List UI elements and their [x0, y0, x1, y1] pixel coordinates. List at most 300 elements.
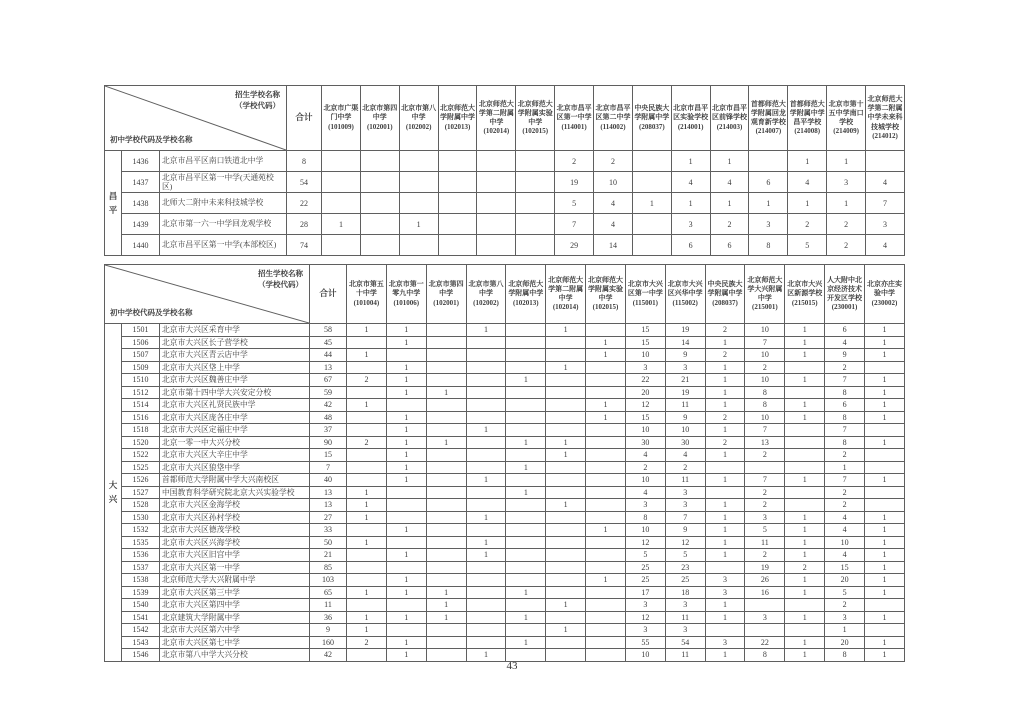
row-total: 22: [287, 193, 322, 214]
admission-count-cell: 2: [745, 486, 785, 499]
table-row: [105, 611, 905, 624]
admission-count-cell: 1: [705, 424, 745, 437]
admission-count-cell: 4: [825, 336, 865, 349]
admission-count-cell: [586, 636, 626, 649]
admission-count-cell: [399, 151, 438, 172]
admission-count-cell: [438, 214, 477, 235]
admission-count-cell: 1: [864, 649, 904, 662]
admission-count-cell: 1: [386, 636, 426, 649]
admission-count-cell: 1: [864, 586, 904, 599]
admission-count-cell: [426, 624, 466, 637]
admission-count-cell: [466, 336, 506, 349]
row-school-name: 北京市第八中学大兴分校: [160, 649, 310, 662]
admission-count-cell: 1: [785, 649, 825, 662]
admission-count-cell: 7: [825, 424, 865, 437]
admission-count-cell: 1: [386, 586, 426, 599]
middle-school-code-name-label: 初中学校代码及学校名称: [110, 135, 193, 144]
row-school-code: 1543: [122, 636, 160, 649]
admission-count-cell: 12: [625, 611, 665, 624]
admission-count-cell: [546, 374, 586, 387]
admission-count-cell: [426, 336, 466, 349]
admission-count-cell: [546, 561, 586, 574]
admission-count-cell: [705, 624, 745, 637]
school-code: (208037): [638, 122, 665, 131]
admission-count-cell: [426, 424, 466, 437]
admission-count-cell: 7: [825, 374, 865, 387]
admission-count-cell: 3: [625, 599, 665, 612]
admission-count-cell: [745, 599, 785, 612]
admission-count-cell: 1: [785, 374, 825, 387]
admission-count-cell: [864, 361, 904, 374]
admission-count-cell: [426, 374, 466, 387]
table-row: [105, 624, 905, 637]
school-column-header: 北京师范大学附属中学 (102013): [438, 86, 477, 151]
admission-count-cell: 2: [825, 599, 865, 612]
admission-count-cell: 10: [625, 524, 665, 537]
row-school-name: 北京建筑大学附属中学: [160, 611, 310, 624]
admission-count-cell: 19: [555, 172, 594, 193]
admission-count-cell: 1: [386, 574, 426, 587]
admission-count-cell: 1: [466, 649, 506, 662]
school-column-header: 人大附中北京经济技术开发区学校 (230001): [825, 265, 865, 324]
admission-count-cell: 2: [785, 561, 825, 574]
row-school-name: 北京市大兴区孙村学校: [160, 511, 310, 524]
admission-count-cell: [347, 449, 387, 462]
table-row: [105, 511, 905, 524]
admission-count-cell: 1: [864, 411, 904, 424]
admission-count-cell: [785, 424, 825, 437]
row-school-name: 中国教育科学研究院北京大兴实验学校: [160, 486, 310, 499]
admission-count-cell: [386, 399, 426, 412]
admission-count-cell: 1: [864, 386, 904, 399]
admission-count-cell: 1: [827, 151, 866, 172]
admission-count-cell: [360, 193, 399, 214]
admission-count-cell: 13: [745, 436, 785, 449]
admission-count-cell: 2: [347, 374, 387, 387]
admission-count-cell: [864, 599, 904, 612]
admission-count-cell: 1: [386, 386, 426, 399]
admission-count-cell: 25: [625, 561, 665, 574]
school-column-header: 中央民族大学附属中学 (208037): [705, 265, 745, 324]
admission-count-cell: [506, 386, 546, 399]
admission-count-cell: 2: [705, 436, 745, 449]
admission-count-cell: 1: [426, 436, 466, 449]
admission-count-cell: [399, 193, 438, 214]
admission-count-cell: [347, 386, 387, 399]
admission-count-cell: 20: [825, 574, 865, 587]
admission-count-cell: [477, 151, 516, 172]
admission-count-cell: 1: [710, 193, 749, 214]
row-school-name: 北师大二附中未来科技城学校: [160, 193, 287, 214]
admission-count-cell: 7: [745, 474, 785, 487]
table-row: [105, 474, 905, 487]
admission-count-cell: [426, 536, 466, 549]
admission-count-cell: [466, 611, 506, 624]
admission-count-cell: 2: [745, 449, 785, 462]
admission-count-cell: 9: [825, 349, 865, 362]
admission-count-cell: 1: [785, 524, 825, 537]
admission-count-cell: 8: [625, 511, 665, 524]
admission-count-cell: [386, 624, 426, 637]
row-school-name: 北京市昌平区第一中学(天通苑校区): [160, 172, 287, 193]
admission-count-cell: 1: [386, 461, 426, 474]
admission-count-cell: [426, 349, 466, 362]
admission-count-cell: [506, 574, 546, 587]
admission-count-cell: [745, 461, 785, 474]
table-row: [105, 374, 905, 387]
admission-count-cell: 20: [825, 636, 865, 649]
school-code: (114001): [561, 122, 587, 131]
admission-count-cell: [426, 449, 466, 462]
header-row: [105, 86, 905, 151]
row-school-code: 1507: [122, 349, 160, 362]
admission-count-cell: [426, 461, 466, 474]
row-school-name: 北京市大兴区第一中学: [160, 561, 310, 574]
admission-count-cell: 7: [745, 424, 785, 437]
admission-count-cell: 1: [864, 374, 904, 387]
admission-count-cell: [516, 193, 555, 214]
row-school-name: 北京市大兴区第四中学: [160, 599, 310, 612]
row-school-code: 1506: [122, 336, 160, 349]
admission-count-cell: [785, 386, 825, 399]
admission-count-cell: 11: [665, 649, 705, 662]
admission-count-cell: 2: [710, 214, 749, 235]
admission-count-cell: 2: [705, 324, 745, 337]
row-total: 44: [310, 349, 347, 362]
admission-count-cell: 1: [506, 636, 546, 649]
admission-count-cell: 1: [785, 549, 825, 562]
row-total: 59: [310, 386, 347, 399]
admission-count-cell: [506, 599, 546, 612]
admission-count-cell: [586, 561, 626, 574]
admission-count-cell: [466, 361, 506, 374]
school-column-header: 北京师范大学第二附属中学 (102014): [546, 265, 586, 324]
admission-count-cell: 10: [625, 474, 665, 487]
admission-count-cell: [546, 349, 586, 362]
row-total: 45: [310, 336, 347, 349]
admission-count-cell: [586, 374, 626, 387]
admission-count-cell: [546, 399, 586, 412]
admission-count-cell: 1: [546, 449, 586, 462]
school-code: (230001): [831, 303, 858, 312]
admission-count-cell: 8: [749, 235, 788, 256]
school-code: (214001): [677, 122, 704, 131]
admission-count-cell: [586, 486, 626, 499]
admission-count-cell: 1: [705, 611, 745, 624]
admission-count-cell: [546, 386, 586, 399]
admission-count-cell: 2: [745, 499, 785, 512]
admission-count-cell: 1: [705, 386, 745, 399]
admission-count-cell: [864, 449, 904, 462]
admission-count-cell: 1: [785, 349, 825, 362]
admission-count-cell: 3: [745, 611, 785, 624]
admission-count-cell: 11: [665, 474, 705, 487]
admission-count-cell: 1: [386, 524, 426, 537]
admission-count-cell: 1: [386, 549, 426, 562]
admission-count-cell: 7: [866, 193, 905, 214]
admission-count-cell: [516, 151, 555, 172]
admission-count-cell: [438, 235, 477, 256]
admission-count-cell: [386, 536, 426, 549]
row-school-code: 1522: [122, 449, 160, 462]
admission-count-cell: 1: [546, 436, 586, 449]
admission-count-cell: [785, 461, 825, 474]
middle-school-code-name-label: 初中学校代码及学校名称: [110, 308, 193, 317]
admission-count-cell: [438, 151, 477, 172]
admission-count-cell: [466, 524, 506, 537]
admission-count-cell: [586, 549, 626, 562]
school-code: (215001): [752, 303, 778, 312]
admission-count-cell: 10: [745, 374, 785, 387]
school-column-header: 北京亦庄实验中学 (230002): [864, 265, 904, 324]
admission-count-cell: 1: [785, 536, 825, 549]
row-total: 50: [310, 536, 347, 549]
row-total: 90: [310, 436, 347, 449]
admission-count-cell: 3: [625, 624, 665, 637]
admission-count-cell: 1: [386, 336, 426, 349]
admission-count-cell: [506, 424, 546, 437]
admission-count-cell: [866, 151, 905, 172]
school-column-header: 北京市广渠门中学 (101009): [322, 86, 361, 151]
row-school-code: 1509: [122, 361, 160, 374]
table-row: [105, 324, 905, 337]
admission-count-cell: 9: [665, 411, 705, 424]
admission-count-cell: 5: [788, 235, 827, 256]
admission-count-cell: 1: [466, 474, 506, 487]
admission-count-cell: [426, 324, 466, 337]
admission-count-cell: [546, 474, 586, 487]
row-school-name: 北京市大兴区第七中学: [160, 636, 310, 649]
admission-count-cell: [438, 193, 477, 214]
admission-count-cell: [546, 586, 586, 599]
admission-count-cell: 1: [399, 214, 438, 235]
admission-count-cell: 1: [546, 361, 586, 374]
admission-count-cell: 1: [864, 524, 904, 537]
admission-count-cell: [586, 624, 626, 637]
row-school-code: 1525: [122, 461, 160, 474]
admission-count-cell: 1: [785, 399, 825, 412]
admission-count-cell: 1: [705, 474, 745, 487]
admission-count-cell: 8: [745, 399, 785, 412]
school-code: (102002): [405, 122, 432, 131]
row-school-code: 1438: [122, 193, 160, 214]
admission-count-cell: 10: [745, 411, 785, 424]
school-code: (101006): [393, 298, 420, 307]
table-row: [105, 536, 905, 549]
school-code: (115001): [632, 298, 658, 307]
admission-count-cell: 17: [625, 586, 665, 599]
admission-count-cell: [506, 474, 546, 487]
school-column-header: 首都师范大学附属中学昌平学校 (214008): [788, 86, 827, 151]
school-column-header: 北京市大兴区新源学校 (215015): [785, 265, 825, 324]
row-total: 13: [310, 361, 347, 374]
admission-count-cell: 4: [710, 172, 749, 193]
admission-count-cell: 2: [705, 349, 745, 362]
admission-count-cell: 1: [864, 324, 904, 337]
changping-admission-table: [104, 85, 905, 256]
school-column-header: 北京市第八中学 (102002): [399, 86, 438, 151]
admission-count-cell: 1: [671, 151, 710, 172]
admission-count-cell: 6: [825, 324, 865, 337]
row-school-name: 北京市大兴区长子营学校: [160, 336, 310, 349]
school-column-header: 北京市第四中学 (102001): [360, 86, 399, 151]
admission-count-cell: [546, 536, 586, 549]
admission-count-cell: 7: [665, 511, 705, 524]
admission-count-cell: 1: [546, 324, 586, 337]
school-column-header: 北京师范大学附属实验中学 (102015): [586, 265, 626, 324]
admission-count-cell: [506, 536, 546, 549]
admission-count-cell: [506, 549, 546, 562]
admission-count-cell: 1: [586, 399, 626, 412]
row-school-code: 1539: [122, 586, 160, 599]
row-school-code: 1516: [122, 411, 160, 424]
row-school-name: 首都师范大学附属中学大兴南校区: [160, 474, 310, 487]
admission-count-cell: 1: [827, 193, 866, 214]
admission-count-cell: [399, 172, 438, 193]
row-school-code: 1538: [122, 574, 160, 587]
school-code: (214012): [872, 131, 898, 140]
row-total: 42: [310, 399, 347, 412]
admission-count-cell: 3: [625, 361, 665, 374]
admission-count-cell: [785, 499, 825, 512]
row-total: 15: [310, 449, 347, 462]
school-column-header: 北京市第一零九中学 (101006): [386, 265, 426, 324]
admission-count-cell: [466, 499, 506, 512]
admission-count-cell: 2: [788, 214, 827, 235]
table-row: [105, 524, 905, 537]
admission-count-cell: 1: [671, 193, 710, 214]
admission-count-cell: [785, 624, 825, 637]
recruiting-school-name-label: 招生学校名称 （学校代码）: [235, 90, 281, 110]
admission-count-cell: 4: [866, 172, 905, 193]
admission-count-cell: 1: [864, 436, 904, 449]
row-total: 36: [310, 611, 347, 624]
school-code: (214007): [755, 127, 782, 136]
admission-count-cell: [347, 411, 387, 424]
table-row: [105, 449, 905, 462]
admission-count-cell: [360, 214, 399, 235]
admission-count-cell: [360, 151, 399, 172]
admission-count-cell: [586, 424, 626, 437]
school-code: (102014): [552, 303, 579, 312]
admission-count-cell: [506, 336, 546, 349]
admission-count-cell: 9: [665, 524, 705, 537]
admission-count-cell: [426, 399, 466, 412]
admission-count-cell: 2: [825, 486, 865, 499]
admission-count-cell: 19: [745, 561, 785, 574]
school-code: (230002): [871, 298, 898, 307]
admission-count-cell: [426, 561, 466, 574]
school-code: (214008): [794, 127, 821, 136]
row-total: 65: [310, 586, 347, 599]
admission-count-cell: 7: [825, 474, 865, 487]
admission-count-cell: [466, 349, 506, 362]
school-column-header: 北京市昌平区第一中学 (114001): [555, 86, 594, 151]
row-total: 33: [310, 524, 347, 537]
admission-count-cell: [477, 172, 516, 193]
admission-count-cell: 6: [671, 235, 710, 256]
admission-count-cell: [506, 624, 546, 637]
admission-count-cell: 2: [825, 499, 865, 512]
admission-count-cell: 1: [705, 549, 745, 562]
admission-count-cell: 8: [825, 386, 865, 399]
admission-count-cell: 1: [347, 586, 387, 599]
admission-count-cell: 4: [625, 449, 665, 462]
row-school-name: 北京市昌平区第一中学(本部校区): [160, 235, 287, 256]
row-school-code: 1537: [122, 561, 160, 574]
row-school-name: 北京市大兴区魏善庄中学: [160, 374, 310, 387]
admission-count-cell: [347, 561, 387, 574]
school-column-header: 北京市第八中学 (102002): [466, 265, 506, 324]
admission-count-cell: 29: [555, 235, 594, 256]
admission-count-cell: 1: [705, 524, 745, 537]
admission-count-cell: [466, 386, 506, 399]
admission-count-cell: [466, 574, 506, 587]
admission-count-cell: [386, 499, 426, 512]
school-column-header: 北京师范大学第二附属中学未来科技城学校 (214012): [866, 86, 905, 151]
row-school-code: 1512: [122, 386, 160, 399]
admission-count-cell: [749, 151, 788, 172]
admission-count-cell: 3: [665, 486, 705, 499]
school-column-header: 北京师范大学大兴附属中学 (215001): [745, 265, 785, 324]
admission-count-cell: 3: [745, 511, 785, 524]
admission-count-cell: 3: [827, 172, 866, 193]
admission-count-cell: [705, 561, 745, 574]
admission-count-cell: 3: [665, 499, 705, 512]
row-school-name: 北京市大兴区金海学校: [160, 499, 310, 512]
school-code: (115002): [672, 298, 698, 307]
admission-count-cell: 1: [586, 574, 626, 587]
admission-count-cell: [466, 461, 506, 474]
school-code: (102014): [483, 127, 510, 136]
admission-count-cell: 2: [665, 461, 705, 474]
school-code: (101004): [353, 298, 380, 307]
admission-count-cell: [586, 324, 626, 337]
admission-count-cell: [466, 399, 506, 412]
district-label: 大 兴: [105, 324, 122, 662]
row-total: 54: [287, 172, 322, 193]
admission-count-cell: [386, 486, 426, 499]
admission-count-cell: [322, 235, 361, 256]
admission-count-cell: 4: [788, 172, 827, 193]
row-total: 13: [310, 499, 347, 512]
admission-count-cell: 1: [347, 486, 387, 499]
admission-count-cell: [785, 449, 825, 462]
admission-count-cell: 5: [665, 549, 705, 562]
admission-count-cell: [586, 536, 626, 549]
row-school-code: 1439: [122, 214, 160, 235]
admission-count-cell: 3: [705, 574, 745, 587]
row-total: 160: [310, 636, 347, 649]
table-row: [105, 349, 905, 362]
admission-count-cell: [506, 449, 546, 462]
row-school-name: 北京市大兴区大辛庄中学: [160, 449, 310, 462]
table-row: [105, 574, 905, 587]
admission-count-cell: 1: [386, 436, 426, 449]
admission-count-cell: [360, 235, 399, 256]
admission-count-cell: [386, 511, 426, 524]
row-school-code: 1536: [122, 549, 160, 562]
admission-count-cell: 1: [506, 586, 546, 599]
admission-count-cell: [632, 214, 671, 235]
row-school-name: 北京市大兴区兴海学校: [160, 536, 310, 549]
row-total: 27: [310, 511, 347, 524]
admission-count-cell: [386, 599, 426, 612]
admission-count-cell: 8: [745, 649, 785, 662]
row-total: 13: [310, 486, 347, 499]
row-school-name: 北京市大兴区庞各庄中学: [160, 411, 310, 424]
admission-count-cell: 1: [586, 524, 626, 537]
